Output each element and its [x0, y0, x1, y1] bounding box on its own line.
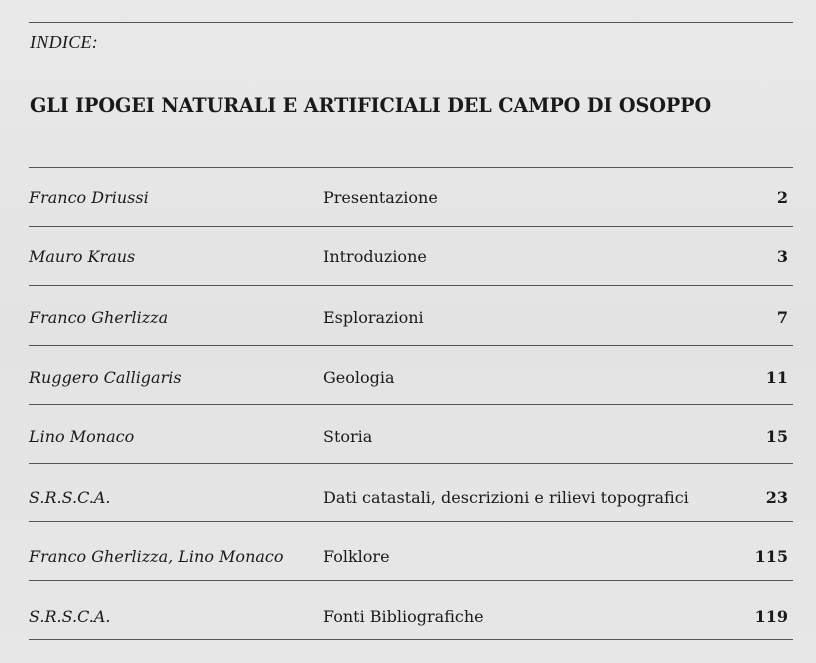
toc-entry: [0, 427, 816, 451]
toc-entry: [0, 308, 816, 332]
entry-section: Geologia: [323, 368, 395, 387]
divider: [29, 580, 793, 581]
divider: [29, 521, 793, 522]
entry-page-number: 7: [776, 308, 788, 327]
toc-entry: [0, 188, 816, 212]
divider: [29, 285, 793, 286]
entry-section: Presentazione: [323, 188, 438, 207]
toc-entry: [0, 368, 816, 392]
toc-entry: [0, 488, 816, 512]
entry-page-number: 11: [765, 368, 788, 387]
entry-author: S.R.S.C.A.: [29, 607, 111, 626]
entry-author: Ruggero Calligaris: [29, 368, 182, 387]
entry-section: Introduzione: [323, 247, 427, 266]
entry-section: Dati catastali, descrizioni e rilievi topografici: [323, 488, 689, 507]
top-rule: [29, 22, 793, 23]
toc-entry: [0, 247, 816, 271]
divider: [29, 167, 793, 168]
entry-author: S.R.S.C.A.: [29, 488, 111, 507]
entry-author: Franco Driussi: [29, 188, 149, 207]
entry-page-number: 2: [776, 188, 788, 207]
entry-author: Franco Gherlizza, Lino Monaco: [29, 547, 284, 566]
entry-section: Fonti Bibliografiche: [323, 607, 484, 626]
entry-page-number: 115: [754, 547, 788, 566]
entry-page-number: 15: [765, 427, 788, 446]
entry-author: Franco Gherlizza: [29, 308, 169, 327]
entry-page-number: 23: [765, 488, 788, 507]
divider: [29, 463, 793, 464]
divider: [29, 404, 793, 405]
entry-author: Mauro Kraus: [29, 247, 136, 266]
toc-entry: [0, 547, 816, 571]
index-label: INDICE:: [30, 32, 99, 52]
page-title: GLI IPOGEI NATURALI E ARTIFICIALI DEL CAMPO DI OSOPPO: [30, 94, 712, 117]
entry-section: Storia: [323, 427, 373, 446]
entry-page-number: 119: [754, 607, 788, 626]
divider: [29, 226, 793, 227]
divider: [29, 345, 793, 346]
entry-page-number: 3: [776, 247, 788, 266]
entry-section: Esplorazioni: [323, 308, 424, 327]
entry-author: Lino Monaco: [29, 427, 135, 446]
bottom-rule: [29, 639, 793, 640]
entry-section: Folklore: [323, 547, 390, 566]
toc-entry: [0, 607, 816, 631]
